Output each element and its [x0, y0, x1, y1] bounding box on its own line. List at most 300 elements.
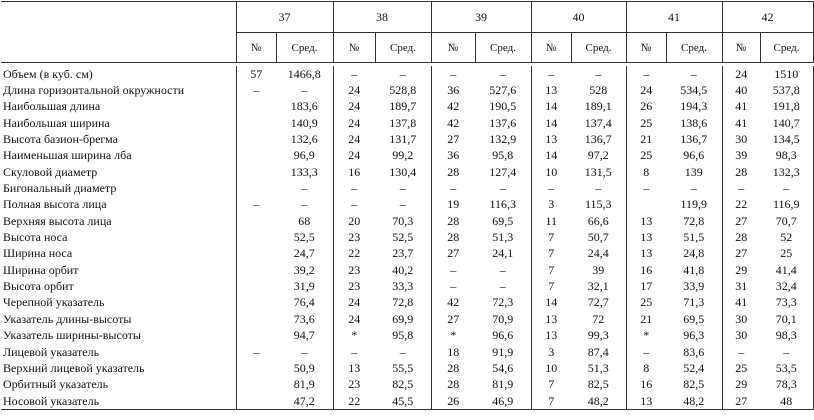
row-label: Объем (в куб. см): [3, 66, 93, 81]
count-cell: –: [431, 66, 475, 82]
count-cell: 42: [431, 99, 475, 115]
count-cell: 8: [626, 360, 666, 376]
average-cell: 53,5: [760, 360, 813, 376]
average-cell: 55,5: [392, 360, 414, 375]
row-label: Скуловой диаметр: [3, 164, 98, 179]
count-cell: –: [333, 180, 375, 196]
row-label: Высота базион-брегма: [3, 132, 118, 147]
average-cell: –: [499, 66, 506, 81]
average-cell: –: [399, 344, 406, 359]
average-cell: 50,7: [587, 230, 609, 245]
average-cell: 69,9: [392, 311, 414, 326]
count-cell: –: [333, 197, 375, 213]
count-cell: –: [722, 180, 760, 196]
count-cell: 3: [531, 344, 571, 360]
average-cell: 96,6: [683, 148, 705, 163]
count-cell: 41: [722, 115, 760, 131]
average-cell: 47,2: [276, 393, 333, 410]
average-cell: 24,7: [293, 246, 315, 261]
average-cell: 138,6: [680, 115, 708, 130]
average-cell: 52,5: [293, 230, 315, 245]
count-column-header: №: [333, 33, 375, 63]
average-cell: –: [690, 66, 697, 81]
row-label: Верхняя высота лица: [3, 213, 112, 228]
average-cell: 183,6: [290, 99, 318, 114]
average-cell: 48: [760, 393, 813, 410]
average-cell: 99,3: [587, 328, 609, 343]
average-cell: 48,2: [666, 393, 722, 410]
average-cell: 139: [684, 164, 703, 179]
count-cell: 14: [531, 295, 571, 311]
average-cell: 70,7: [760, 213, 813, 229]
average-cell: 189,1: [584, 99, 612, 114]
average-cell: 72,3: [492, 295, 514, 310]
count-cell: 13: [531, 82, 571, 98]
count-cell: 28: [431, 229, 475, 245]
table-row: [1, 180, 813, 196]
average-cell: 66,6: [587, 213, 609, 228]
count-cell: 28: [722, 229, 760, 245]
count-cell: 14: [531, 115, 571, 131]
table-row: [1, 262, 813, 278]
count-cell: 16: [626, 262, 666, 278]
row-label: Верхний лицевой указатель: [3, 360, 145, 375]
average-cell: 95,8: [492, 148, 514, 163]
average-cell: 33,9: [683, 279, 705, 294]
average-cell: 96,6: [492, 328, 514, 343]
count-cell: 27: [722, 393, 760, 410]
count-cell: 24: [333, 295, 375, 311]
table-row: [1, 197, 813, 213]
average-cell: 137,8: [389, 115, 417, 130]
count-cell: –: [431, 278, 475, 294]
average-column-header: Сред.: [375, 33, 431, 63]
average-cell: 132,9: [489, 132, 517, 147]
count-cell: 26: [431, 393, 475, 410]
series-header-42: 42: [722, 2, 813, 33]
count-cell: 13: [333, 360, 375, 376]
series-header-41: 41: [626, 2, 722, 33]
table-row: [1, 82, 813, 98]
row-label: Черепной указатель: [3, 295, 105, 310]
average-cell: 72: [592, 311, 605, 326]
average-cell: –: [499, 181, 506, 196]
count-cell: 29: [722, 262, 760, 278]
count-cell: 25: [626, 115, 666, 131]
count-cell: 25: [722, 360, 760, 376]
count-cell: 24: [333, 99, 375, 115]
count-cell: [236, 311, 276, 327]
count-cell: 10: [531, 164, 571, 180]
average-cell: 534,5: [680, 83, 708, 98]
count-cell: –: [236, 344, 276, 360]
average-cell: 24,4: [587, 246, 609, 261]
table-row: [1, 377, 813, 393]
average-cell: 131,5: [584, 164, 612, 179]
average-cell: –: [690, 181, 697, 196]
count-cell: 42: [431, 295, 475, 311]
count-cell: 28: [431, 360, 475, 376]
count-cell: 40: [722, 82, 760, 98]
table-row: [1, 99, 813, 115]
count-cell: 7: [531, 393, 571, 410]
average-cell: 69,5: [683, 311, 705, 326]
average-cell: 133,3: [290, 164, 318, 179]
count-cell: 24: [333, 82, 375, 98]
average-cell: 116,9: [760, 197, 813, 213]
average-cell: 48,2: [571, 393, 626, 410]
count-cell: 30: [722, 131, 760, 147]
average-cell: 76,4: [293, 295, 315, 310]
count-cell: 7: [531, 278, 571, 294]
count-cell: 42: [431, 115, 475, 131]
average-cell: 73,3: [760, 295, 813, 311]
average-cell: 190,5: [489, 99, 517, 114]
table-row: [1, 295, 813, 311]
row-label: Бигональный диаметр: [3, 181, 117, 196]
table-row: [1, 360, 813, 376]
table-row: [1, 278, 813, 294]
average-column-header: Сред.: [666, 33, 722, 63]
table-row: [1, 328, 813, 344]
average-cell: 115,3: [584, 197, 612, 212]
table-row: [1, 164, 813, 180]
count-cell: –: [236, 197, 276, 213]
count-cell: 27: [431, 131, 475, 147]
average-cell: 70,1: [760, 311, 813, 327]
series-header-39: 39: [431, 2, 531, 33]
average-cell: 1466,8: [287, 66, 321, 81]
count-cell: 28: [722, 164, 760, 180]
count-cell: 13: [626, 213, 666, 229]
count-cell: 11: [531, 213, 571, 229]
average-cell: 41,8: [683, 262, 705, 277]
average-cell: 52,4: [683, 360, 705, 375]
average-cell: 95,8: [392, 328, 414, 343]
row-label: Носовой указатель: [1, 393, 236, 410]
count-cell: –: [431, 180, 475, 196]
count-cell: 7: [531, 377, 571, 393]
average-cell: 132,3: [760, 164, 813, 180]
row-label: Указатель длины-высоты: [3, 311, 132, 326]
average-cell: 70,9: [492, 311, 514, 326]
count-cell: 14: [531, 99, 571, 115]
count-cell: 24: [722, 66, 760, 82]
count-cell: 24: [333, 311, 375, 327]
row-label: Ширина орбит: [3, 262, 79, 277]
average-cell: –: [499, 279, 506, 294]
count-cell: [236, 180, 276, 196]
average-column-header: Сред.: [760, 33, 813, 63]
count-cell: 7: [531, 246, 571, 262]
row-label: Указатель ширины-высоты: [3, 328, 141, 343]
count-column-header: №: [531, 33, 571, 63]
table-row: [1, 246, 813, 262]
count-cell: 10: [531, 360, 571, 376]
count-cell: 24: [333, 131, 375, 147]
average-cell: 51,3: [587, 360, 609, 375]
row-label: Длина горизонтальной окружности: [3, 83, 185, 98]
count-cell: [236, 164, 276, 180]
count-cell: –: [333, 66, 375, 82]
count-cell: [236, 246, 276, 262]
average-cell: –: [301, 181, 308, 196]
count-cell: [236, 278, 276, 294]
average-cell: 32,1: [587, 279, 609, 294]
count-cell: [236, 99, 276, 115]
table-row: [1, 66, 813, 82]
count-cell: 22: [722, 197, 760, 213]
row-label: Высота орбит: [3, 279, 74, 294]
count-cell: 14: [531, 148, 571, 164]
count-cell: –: [626, 344, 666, 360]
average-cell: 136,7: [680, 132, 708, 147]
average-cell: 52,5: [392, 230, 414, 245]
average-cell: 78,3: [760, 377, 813, 393]
count-cell: 28: [431, 377, 475, 393]
table-row: [1, 344, 813, 360]
count-cell: *: [626, 328, 666, 344]
count-cell: 27: [431, 311, 475, 327]
average-cell: 134,5: [760, 131, 813, 147]
average-cell: 140,7: [760, 115, 813, 131]
average-cell: 72,8: [683, 213, 705, 228]
count-cell: –: [531, 66, 571, 82]
average-cell: 96,9: [293, 148, 315, 163]
average-cell: 96,3: [683, 328, 705, 343]
count-cell: 7: [531, 262, 571, 278]
count-cell: –: [626, 180, 666, 196]
average-cell: –: [399, 66, 406, 81]
average-cell: 50,9: [293, 360, 315, 375]
average-cell: 83,6: [683, 344, 705, 359]
count-cell: 27: [722, 213, 760, 229]
count-cell: 36: [431, 82, 475, 98]
average-cell: 528: [589, 83, 608, 98]
average-cell: 24,8: [683, 246, 705, 261]
count-column-header: №: [722, 33, 760, 63]
row-label: Ширина носа: [3, 246, 73, 261]
average-cell: 99,2: [392, 148, 414, 163]
average-cell: 52: [760, 229, 813, 245]
average-cell: 23,7: [392, 246, 414, 261]
table-row: [1, 393, 813, 410]
table-row: [1, 229, 813, 245]
row-label: Полная высота лица: [3, 197, 107, 212]
average-cell: –: [301, 83, 308, 98]
count-cell: [236, 393, 276, 410]
series-header-38: 38: [333, 2, 431, 33]
average-cell: 119,9: [680, 197, 708, 212]
count-cell: 22: [333, 393, 375, 410]
count-cell: [236, 213, 276, 229]
average-cell: 73,6: [293, 311, 315, 326]
count-cell: [626, 197, 666, 213]
average-cell: 39,2: [293, 262, 315, 277]
average-cell: 45,5: [375, 393, 431, 410]
count-cell: 3: [531, 197, 571, 213]
count-cell: [236, 229, 276, 245]
count-cell: 29: [722, 377, 760, 393]
average-cell: 1510: [760, 66, 813, 82]
average-cell: 71,3: [683, 295, 705, 310]
average-cell: 24,1: [492, 246, 514, 261]
count-cell: 23: [333, 229, 375, 245]
average-cell: –: [760, 344, 813, 360]
average-cell: –: [760, 180, 813, 196]
count-cell: [236, 115, 276, 131]
average-cell: 98,3: [760, 328, 813, 344]
count-cell: –: [333, 344, 375, 360]
count-cell: 16: [626, 377, 666, 393]
table-row: [1, 213, 813, 229]
count-cell: 57: [236, 66, 276, 82]
table-row: [1, 311, 813, 327]
count-cell: 17: [626, 278, 666, 294]
average-cell: 72,7: [587, 295, 609, 310]
average-cell: 116,3: [489, 197, 517, 212]
row-label: Наибольшая ширина: [3, 115, 110, 130]
count-cell: [236, 377, 276, 393]
count-cell: 24: [333, 148, 375, 164]
average-cell: 82,5: [392, 377, 414, 392]
average-cell: 82,5: [587, 377, 609, 392]
count-cell: 21: [626, 311, 666, 327]
average-column-header: Сред.: [571, 33, 626, 63]
average-cell: 39: [592, 262, 605, 277]
average-cell: 527,6: [489, 83, 517, 98]
average-cell: 189,7: [389, 99, 417, 114]
count-cell: 30: [722, 311, 760, 327]
count-cell: [236, 148, 276, 164]
count-cell: 22: [333, 246, 375, 262]
count-cell: 36: [431, 148, 475, 164]
count-cell: 41: [722, 295, 760, 311]
average-cell: 41,4: [760, 262, 813, 278]
count-cell: *: [431, 328, 475, 344]
average-cell: –: [301, 197, 308, 212]
average-cell: 137,6: [489, 115, 517, 130]
average-cell: 81,9: [492, 377, 514, 392]
count-cell: 24: [626, 82, 666, 98]
average-cell: 87,4: [587, 344, 609, 359]
average-cell: 72,8: [392, 295, 414, 310]
average-cell: 137,4: [584, 115, 612, 130]
average-cell: –: [301, 344, 308, 359]
count-cell: [236, 262, 276, 278]
average-cell: 98,3: [760, 148, 813, 164]
average-cell: 82,5: [683, 377, 705, 392]
count-cell: 21: [626, 131, 666, 147]
count-cell: 19: [431, 197, 475, 213]
average-cell: 40,2: [392, 262, 414, 277]
average-cell: 32,4: [760, 278, 813, 294]
average-column-header: Сред.: [475, 33, 531, 63]
count-cell: [236, 295, 276, 311]
average-cell: 194,3: [680, 99, 708, 114]
count-cell: 23: [333, 262, 375, 278]
measurements-table: [1, 1, 814, 410]
count-column-header: №: [626, 33, 666, 63]
average-cell: 33,3: [392, 279, 414, 294]
average-cell: 94,7: [293, 328, 315, 343]
count-cell: 28: [431, 164, 475, 180]
average-cell: 25: [760, 246, 813, 262]
average-cell: 51,5: [683, 230, 705, 245]
count-cell: 39: [722, 148, 760, 164]
average-cell: 68: [298, 213, 311, 228]
count-cell: 13: [626, 246, 666, 262]
average-cell: –: [399, 181, 406, 196]
count-cell: 23: [333, 377, 375, 393]
count-cell: 25: [626, 148, 666, 164]
count-cell: 27: [431, 246, 475, 262]
count-cell: [236, 360, 276, 376]
average-cell: –: [595, 66, 602, 81]
header-corner: [1, 2, 236, 63]
count-cell: *: [333, 328, 375, 344]
count-cell: 26: [626, 99, 666, 115]
row-label: Лицевой указатель: [3, 344, 100, 359]
average-cell: 97,2: [587, 148, 609, 163]
count-cell: –: [531, 180, 571, 196]
average-cell: 31,9: [293, 279, 315, 294]
count-cell: 28: [431, 213, 475, 229]
average-cell: –: [399, 197, 406, 212]
average-cell: 81,9: [293, 377, 315, 392]
count-cell: 7: [531, 229, 571, 245]
average-cell: 70,3: [392, 213, 414, 228]
average-cell: 127,4: [489, 164, 517, 179]
series-header-40: 40: [531, 2, 626, 33]
average-cell: 46,9: [475, 393, 531, 410]
average-cell: 131,7: [389, 132, 417, 147]
count-cell: 23: [333, 278, 375, 294]
average-cell: 91,9: [492, 344, 514, 359]
count-cell: 13: [626, 393, 666, 410]
average-cell: 528,8: [389, 83, 417, 98]
average-cell: 54,6: [492, 360, 514, 375]
count-cell: 24: [333, 115, 375, 131]
series-header-37: 37: [236, 2, 333, 33]
count-cell: 8: [626, 164, 666, 180]
average-cell: 69,5: [492, 213, 514, 228]
average-cell: 130,4: [389, 164, 417, 179]
table-row: [1, 148, 813, 164]
count-cell: 27: [722, 246, 760, 262]
count-cell: 13: [531, 311, 571, 327]
count-cell: 13: [531, 131, 571, 147]
count-cell: –: [722, 344, 760, 360]
average-cell: 136,7: [584, 132, 612, 147]
average-cell: 132,6: [290, 132, 318, 147]
count-column-header: №: [431, 33, 475, 63]
average-cell: 51,3: [492, 230, 514, 245]
average-cell: 537,8: [760, 82, 813, 98]
count-cell: –: [236, 82, 276, 98]
count-cell: [236, 131, 276, 147]
count-cell: 13: [531, 328, 571, 344]
average-cell: –: [595, 181, 602, 196]
row-label: Орбитный указатель: [3, 377, 109, 392]
count-cell: –: [431, 262, 475, 278]
average-cell: 191,8: [760, 99, 813, 115]
count-cell: 18: [431, 344, 475, 360]
average-cell: –: [499, 262, 506, 277]
count-cell: [236, 328, 276, 344]
count-cell: 31: [722, 278, 760, 294]
count-cell: 16: [333, 164, 375, 180]
